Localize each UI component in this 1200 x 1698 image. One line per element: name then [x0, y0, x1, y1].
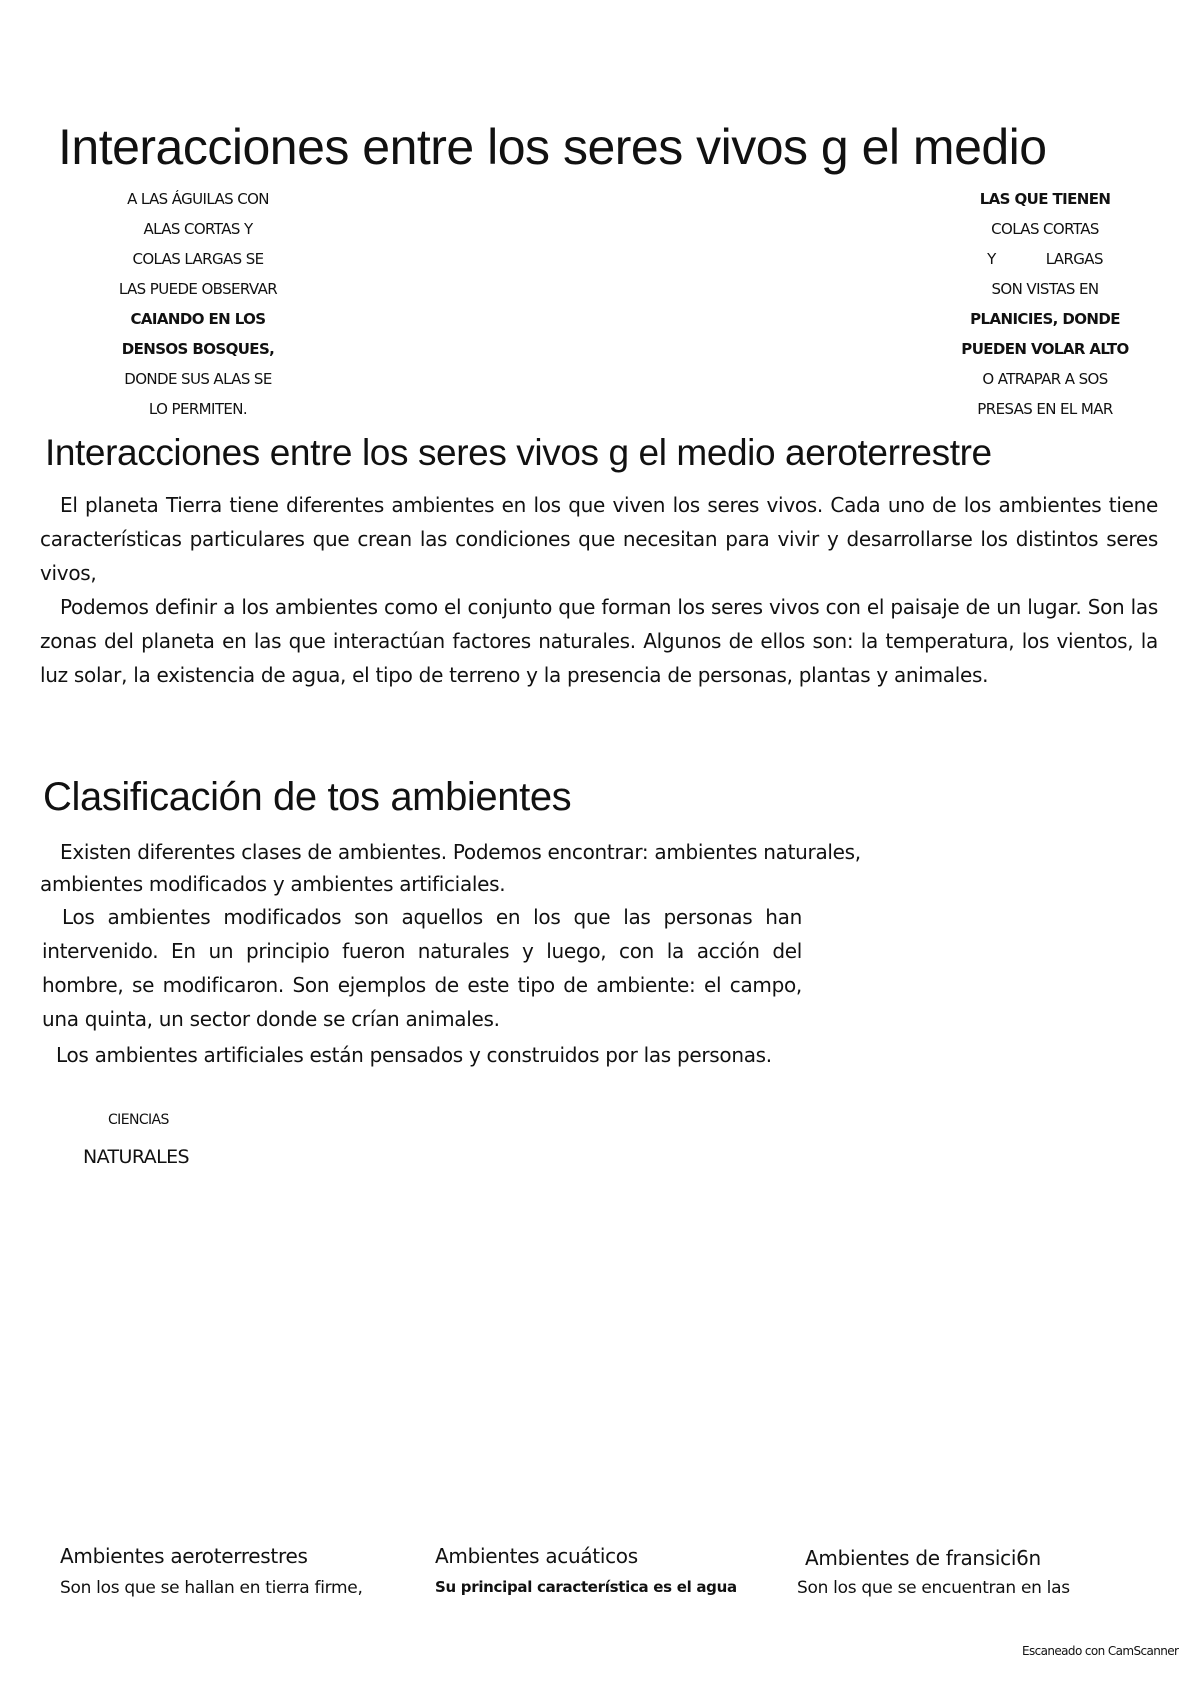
- column-acuaticos: [435, 1544, 737, 1596]
- caption-line: PUEDEN VOLAR ALTO: [961, 340, 1129, 358]
- column-text: Su principal característica es el agua: [435, 1578, 737, 1596]
- column-heading: Ambientes de fransici6n: [805, 1546, 1041, 1570]
- section-body-clasificacion: [40, 836, 870, 900]
- caption-line: A LAS ÁGUILAS CON: [127, 190, 269, 208]
- caption-line: LO PERMITEN.: [148, 400, 248, 418]
- caption-line: SON VISTAS EN: [991, 280, 1099, 298]
- paragraph: Los ambientes artificiales están pensados y construidos por las personas.: [56, 1043, 772, 1067]
- section-body-artificiales: [56, 1038, 956, 1072]
- section-body-ambientes: [40, 488, 1158, 692]
- column-aeroterrestres: [60, 1544, 363, 1598]
- section-heading-clasificacion: Clasificación de tos ambientes: [43, 775, 572, 819]
- section-heading-aeroterrestre: Interacciones entre los seres vivos g el medio aeroterrestre: [45, 432, 992, 473]
- column-text: Son los que se encuentran en las: [797, 1578, 1070, 1598]
- column-text: Son los que se hallan en tierra firme,: [60, 1578, 363, 1598]
- section-body-modificados: [42, 900, 802, 1036]
- page-title: Interacciones entre los seres vivos g el medio: [58, 119, 1047, 175]
- paragraph: El planeta Tierra tiene diferentes ambientes en los que viven los seres vivos. Cada uno de los ambientes tiene características particulares que crean las condiciones que necesitan para vivir y desarrollarse los distintos seres vivos,: [40, 493, 1158, 585]
- paragraph: Los ambientes modificados son aquellos en los que las personas han intervenido. En un principio fueron naturales y luego, con la acción del hombre, se modificaron. Son ejemplos de este tipo de ambiente: el campo, una quinta, un sector donde se crían animales.: [42, 905, 802, 1031]
- scanner-watermark: Escaneado con CamScanner: [1022, 1644, 1179, 1658]
- caption-line: DENSOS BOSQUES,: [121, 340, 275, 358]
- column-heading: Ambientes acuáticos: [435, 1544, 638, 1568]
- subject-label-naturales: NATURALES: [83, 1146, 189, 1168]
- caption-line: DONDE SUS ALAS SE: [124, 370, 272, 388]
- caption-line: O ATRAPAR A SOS: [982, 370, 1108, 388]
- caption-line: LAS QUE TIENEN: [979, 190, 1111, 208]
- subject-label-ciencias: CIENCIAS: [108, 1112, 169, 1128]
- caption-line: PLANICIES, DONDE: [970, 310, 1120, 328]
- caption-line: CAIANDO EN LOS: [130, 310, 266, 328]
- caption-line: ALAS CORTAS Y: [143, 220, 253, 238]
- paragraph: Podemos definir a los ambientes como el conjunto que forman los seres vivos con el paisaje de un lugar. Son las zonas del planeta en las que interactúan factores naturales. Algunos de ellos son: la temperatura, los vientos, la luz solar, la existencia de agua, el tipo de terreno y la presencia de personas, plantas y animales.: [40, 595, 1158, 687]
- caption-line: COLAS CORTAS: [991, 220, 1099, 238]
- caption-line: LAS PUEDE OBSERVAR: [118, 280, 278, 298]
- caption-left: [98, 184, 298, 424]
- caption-line: PRESAS EN EL MAR: [977, 400, 1113, 418]
- caption-right: [950, 184, 1140, 424]
- caption-line: COLAS LARGAS SE: [132, 250, 264, 268]
- column-heading: Ambientes aeroterrestres: [60, 1544, 308, 1568]
- paragraph: Existen diferentes clases de ambientes. Podemos encontrar: ambientes naturales, ambientes modificados y ambientes artificiales.: [40, 840, 861, 896]
- column-transicion: [797, 1546, 1070, 1598]
- caption-line: Y LARGAS: [987, 250, 1103, 268]
